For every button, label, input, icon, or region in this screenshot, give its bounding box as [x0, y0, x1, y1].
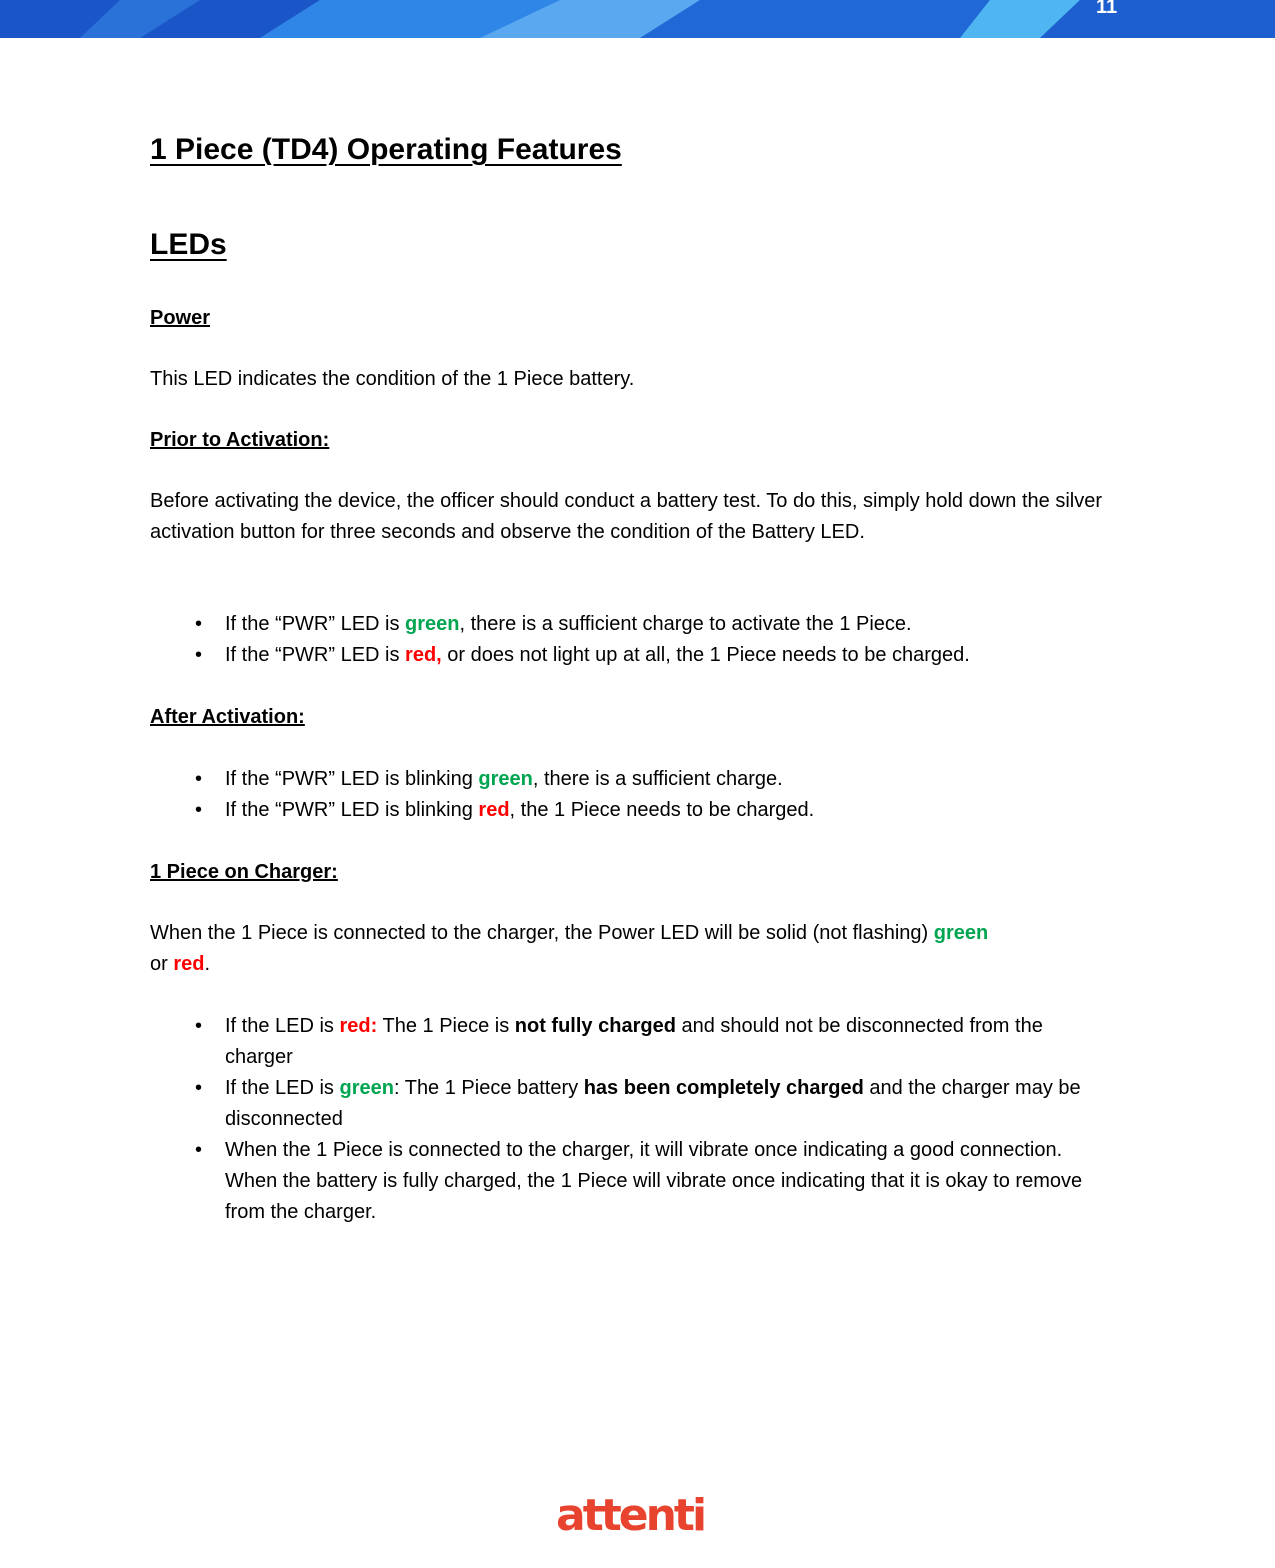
prior-activation-heading: Prior to Activation:: [150, 429, 330, 451]
page-title: 1 Piece (TD4) Operating Features: [150, 133, 622, 166]
list-item: • If the LED is red: The 1 Piece is not fully charged and should not be disconnected from the charger: [150, 1011, 1110, 1073]
charger-paragraph: When the 1 Piece is connected to the charger, the Power LED will be solid (not flashing) green or red.: [150, 922, 989, 975]
prior-activation-list: [150, 609, 1110, 671]
list-item: • If the LED is green: The 1 Piece battery has been completely charged and the charger may be disconnected: [150, 1073, 1110, 1135]
list-item: • If the “PWR” LED is blinking green, there is a sufficient charge.: [150, 764, 1110, 795]
power-heading: Power: [150, 307, 211, 329]
logo-text: attenti: [556, 1490, 705, 1540]
list-item: • If the “PWR” LED is blinking red, the 1 Piece needs to be charged.: [150, 795, 1110, 826]
after-activation-heading: After Activation:: [150, 706, 305, 728]
power-intro: This LED indicates the condition of the 1 Piece battery.: [150, 368, 635, 390]
charger-heading: 1 Piece on Charger:: [150, 861, 338, 883]
list-item: • If the “PWR” LED is red, or does not light up at all, the 1 Piece needs to be charged.: [150, 640, 1110, 671]
leds-heading: LEDs: [150, 228, 227, 261]
prior-activation-paragraph: Before activating the device, the officer should conduct a battery test. To do this, simply hold down the silver activation button for three seconds and observe the condition of the Battery LED.: [150, 490, 1103, 543]
page-number: 11: [1096, 0, 1118, 18]
attenti-logo: [556, 1490, 720, 1540]
list-item: • If the “PWR” LED is green, there is a sufficient charge to activate the 1 Piece.: [150, 609, 1110, 640]
charger-list: [150, 1011, 1110, 1228]
list-item: • When the 1 Piece is connected to the charger, it will vibrate once indicating a good connection. When the battery is fully charged, the 1 Piece will vibrate once indicating that it is okay to remove from the charger.: [150, 1135, 1110, 1228]
header-banner: [0, 0, 1275, 38]
after-activation-list: [150, 764, 1110, 826]
